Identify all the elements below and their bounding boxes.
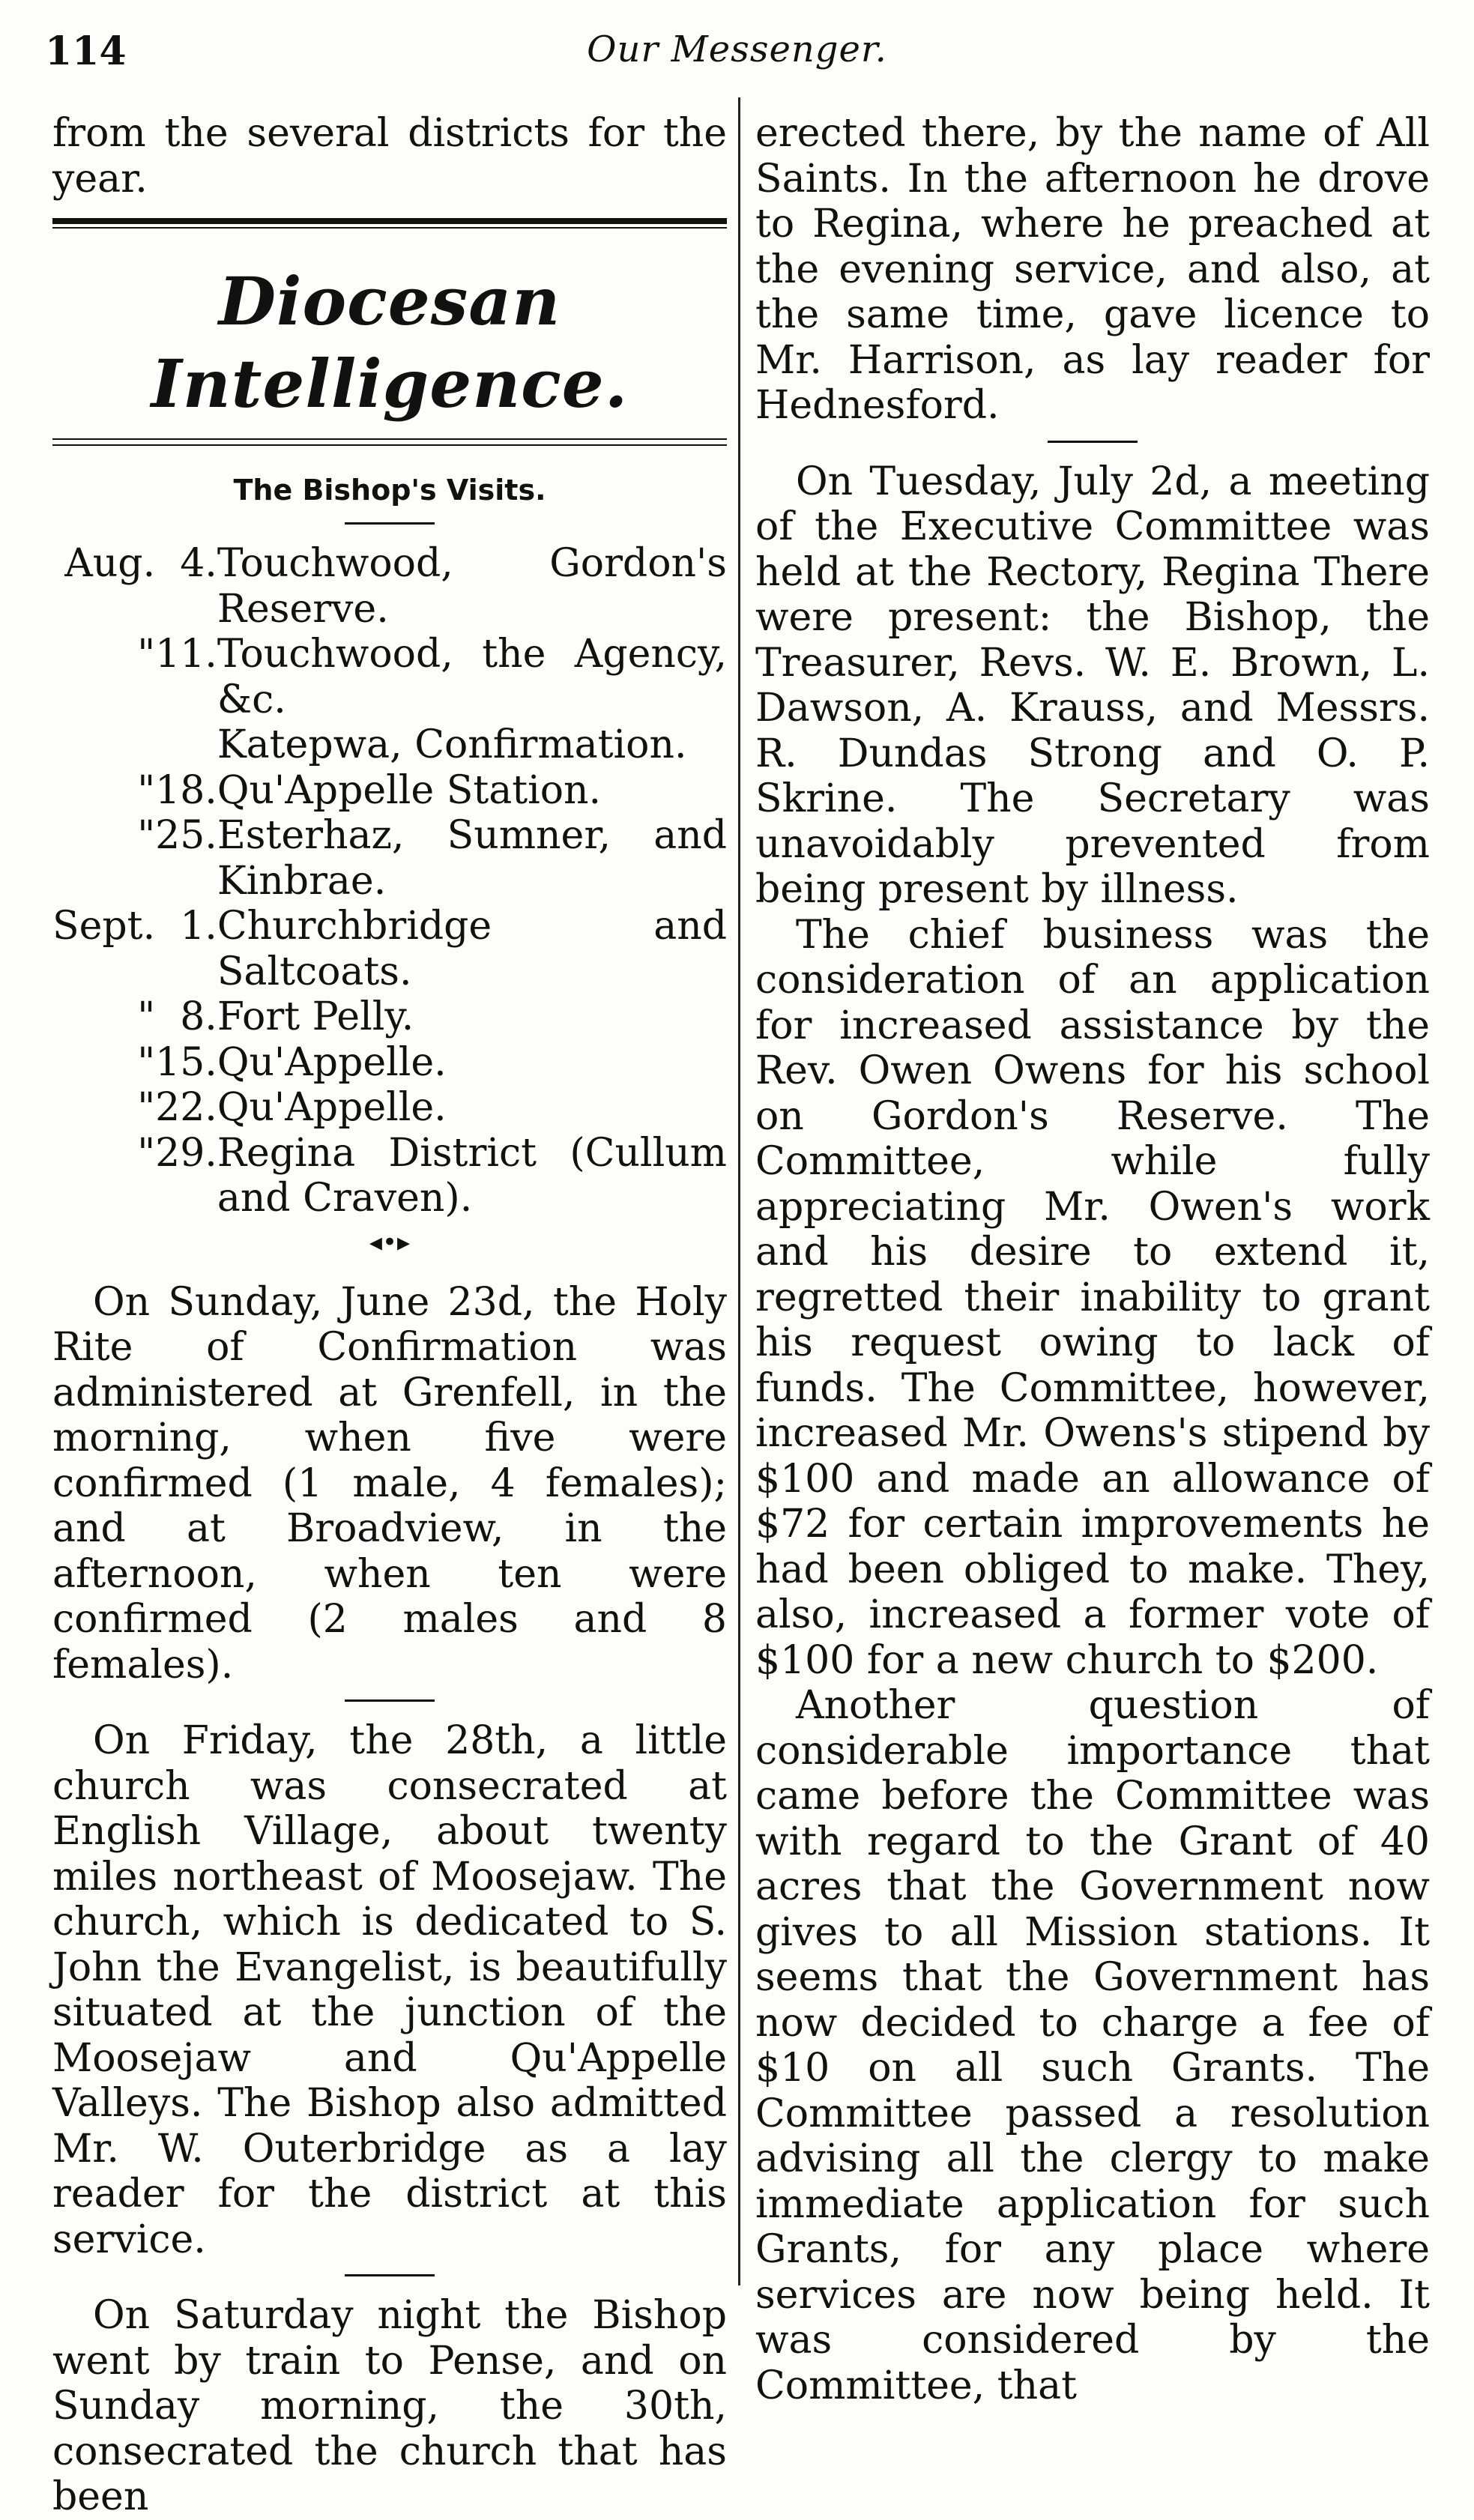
visit-row [52, 813, 727, 904]
visit-month: Aug. [64, 541, 156, 586]
visit-row [52, 768, 727, 814]
visit-day [155, 722, 217, 768]
short-rule [345, 1699, 435, 1702]
visit-place: Churchbridge and Saltcoats. [217, 904, 727, 994]
visit-day: 25. [155, 813, 217, 858]
visit-day: 22. [155, 1085, 217, 1130]
visit-day: 11. [155, 632, 217, 677]
visit-month: Sept. [52, 904, 156, 949]
visit-place: Regina District (Cullum and Craven). [217, 1130, 727, 1221]
visit-month [52, 722, 155, 768]
short-rule [1048, 441, 1138, 443]
visit-row [52, 722, 727, 768]
paragraph-confirmation: On Sunday, June 23d, the Holy Rite of Confirmation was administered at Grenfell, in the morning, when five were confirmed (1 male, 4 females); and at Broadview, in the afternoon, when ten were confirmed (2 males and 8 females). [52, 1279, 727, 1687]
visit-day: 4. [180, 541, 217, 586]
visit-place: Touchwood, Gordon's Reserve. [217, 541, 727, 632]
opening-fragment: from the several districts for the year. [52, 111, 727, 202]
visit-place: Qu'Appelle. [217, 1085, 447, 1130]
section-rule [52, 218, 727, 229]
visit-row [52, 1131, 727, 1221]
subsection-title: The Bishop's Visits. [233, 474, 546, 507]
visit-place: Qu'Appelle. [217, 1039, 447, 1085]
ornament-divider: ◂•▸ [369, 1227, 411, 1257]
visit-place: Katepwa, Confirmation. [217, 722, 687, 767]
short-rule [345, 2274, 435, 2276]
paragraph-pense: On Saturday night the Bishop went by train to Pense, and on Sunday morning, the 30th, consecrated the church that has been [52, 2293, 727, 2519]
visit-place: Qu'Appelle Station. [217, 767, 602, 813]
visit-month: " [137, 767, 156, 813]
paragraph-grant-question: Another question of considerable importance that came before the Committee was with regard to the Grant of 40 acres that the Government now gives to all Mission stations. It seems that the Government has now decided to charge a fee of $10 on all such Grants. The Committee passed a resolution advising all the clergy to make immediate application for such Grants, for any place where services are now being held. It was considered by the Committee, that [755, 1683, 1430, 2408]
continuation-paragraph: erected there, by the name of All Saints. In the afternoon he drove to Regina, where he preached at the evening service, and also, at the same time, gave licence to Mr. Harrison, as lay reader for Hednesford. [755, 111, 1430, 428]
page-number: 114 [45, 28, 127, 74]
paragraph-chief-business: The chief business was the consideration of an application for increased assistance by the Rev. Owen Owens for his school on Gordon's Reserve. The Committee, while fully appreciating Mr. Owen's work and his desire to extend it, regretted their inability to grant his request owing to lack of funds. The Committee, however, increased Mr. Owens's stipend by $100 and made an allowance of $72 for certain improvements he had been obliged to make. They, also, increased a former vote of $100 for a new church to $200. [755, 912, 1430, 1683]
visit-place: Fort Pelly. [217, 994, 414, 1039]
section-title: Diocesan Intelligence. [151, 262, 629, 423]
right-column [755, 111, 1430, 2408]
visit-day: 18. [155, 767, 217, 813]
visit-day: 8. [180, 994, 217, 1039]
visit-month: " [137, 1039, 156, 1085]
visit-row [52, 904, 727, 994]
running-title: Our Messenger. [587, 28, 887, 70]
visit-month: " [137, 632, 156, 677]
paragraph-consecration: On Friday, the 28th, a little church was consecrated at English Village, about twenty miles northeast of Moosejaw. The church, which is dedicated to S. John the Evangelist, is beautifully situated at the junction of the Moosejaw and Qu'Appelle Valleys. The Bishop also admitted Mr. W. Outerbridge as a lay reader for the district at this service. [52, 1718, 727, 2262]
visit-day: 29. [155, 1130, 217, 1176]
visit-row [52, 541, 727, 632]
paragraph-executive-committee: On Tuesday, July 2d, a meeting of the Executive Committee was held at the Rectory, Regina There were present: the Bishop, the Treasurer, Revs. W. E. Brown, L. Dawson, A. Krauss, and Messrs. R. Dundas Strong and O. P. Skrine. The Secretary was unavoidably prevented from being present by illness. [755, 459, 1430, 912]
visit-month: " [137, 994, 156, 1039]
visit-month: " [137, 813, 156, 858]
page-header [0, 0, 1474, 112]
visits-table [52, 541, 727, 1221]
visit-row [52, 1085, 727, 1131]
left-column [52, 111, 727, 2520]
visit-day: 1. [180, 904, 217, 949]
column-divider [738, 97, 740, 2285]
visit-month: " [137, 1130, 156, 1176]
double-rule [52, 438, 727, 446]
visit-row [52, 994, 727, 1040]
short-rule [345, 522, 435, 525]
visit-place: Touchwood, the Agency, &c. [217, 632, 727, 722]
visit-month: " [137, 1085, 156, 1130]
visit-row [52, 632, 727, 722]
visit-day: 15. [155, 1039, 217, 1085]
visit-row [52, 1040, 727, 1086]
visit-place: Esterhaz, Sumner, and Kinbrae. [217, 813, 727, 904]
